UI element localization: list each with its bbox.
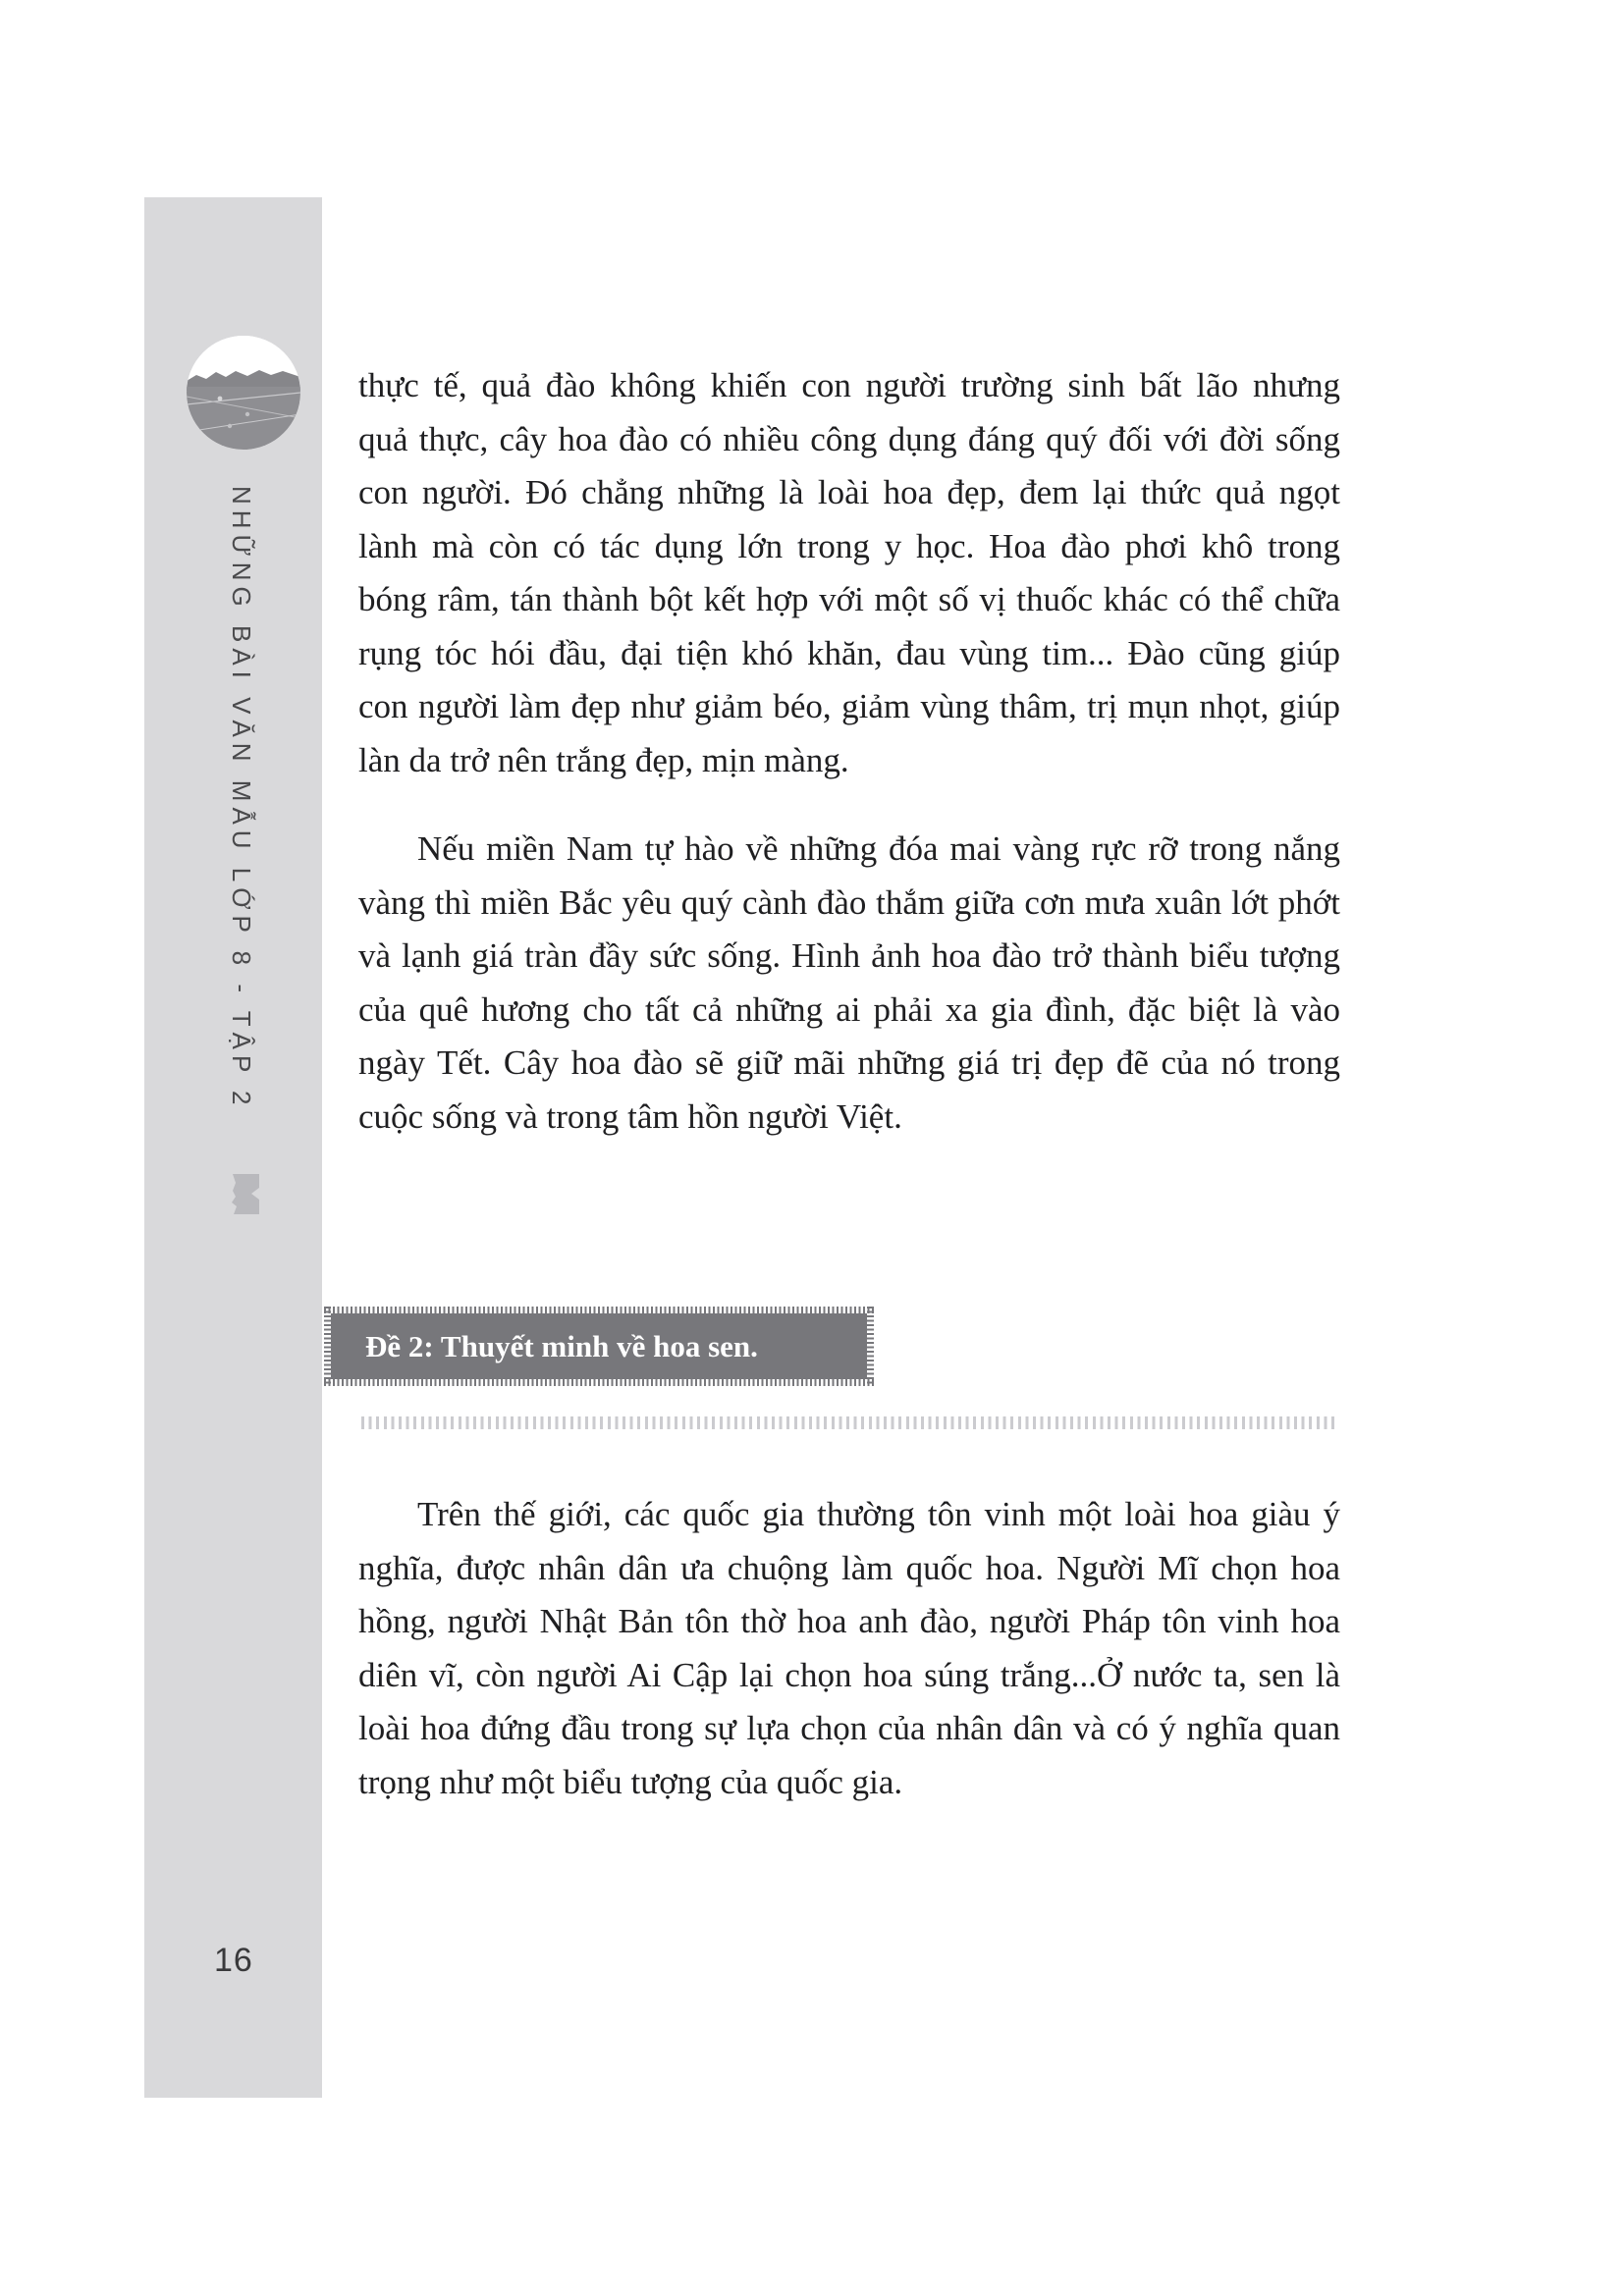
landscape-photo (187, 336, 300, 450)
text-line: của quê hương cho tất cả những ai phải xa gia đình, đặc biệt là vào (358, 989, 1340, 1029)
text-line: nghĩa, được nhân dân ưa chuộng làm quốc hoa. Người Mĩ chọn hoa (358, 1548, 1340, 1587)
text-line: vàng thì miền Bắc yêu quý cành đào thắm giữa cơn mưa xuân lớt phớt (358, 882, 1340, 922)
dotted-separator (361, 1416, 1337, 1429)
sidebar (144, 197, 322, 2098)
bookmark-ornament-icon (231, 1173, 260, 1215)
text-line: hồng, người Nhật Bản tôn thờ hoa anh đào, người Pháp tôn vinh hoa (358, 1602, 1340, 1640)
text-line: và lạnh giá tràn đầy sức sống. Hình ảnh hoa đào trở thành biểu tượng (358, 936, 1340, 975)
section-title: Đề 2: Thuyết minh về hoa sen. (331, 1313, 867, 1379)
text-line: rụng tóc hói đầu, đại tiện khó khăn, đau vùng tim... Đào cũng giúp (358, 633, 1340, 672)
text-line: con người. Đó chẳng những là loài hoa đẹp, đem lại thức quả ngọt (358, 473, 1340, 511)
text-line: Nếu miền Nam tự hào về những đóa mai vàng rực rỡ trong nắng (417, 829, 1340, 868)
text-line: Trên thế giới, các quốc gia thường tôn vinh một loài hoa giàu ý (417, 1495, 1340, 1533)
text-line: trọng như một biểu tượng của quốc gia. (358, 1762, 903, 1801)
page-number: 16 (214, 1942, 253, 1979)
main-content (358, 359, 1340, 1809)
paragraph (358, 823, 1340, 1144)
text-line: làn da trở nên trắng đẹp, mịn màng. (358, 740, 849, 779)
text-line: quả thực, cây hoa đào có nhiều công dụng đáng quý đối với đời sống (358, 419, 1340, 458)
text-line: loài hoa đứng đầu trong sự lựa chọn của nhân dân và có ý nghĩa quan (358, 1709, 1340, 1747)
sidebar-vertical-title: NHỮNG BÀI VĂN MẪU LỚP 8 - TẬP 2 (227, 486, 256, 1111)
text-line: ngày Tết. Cây hoa đào sẽ giữ mãi những giá trị đẹp đẽ của nó trong (358, 1043, 1340, 1082)
text-line: con người làm đẹp như giảm béo, giảm vùng thâm, trị mụn nhọt, giúp (358, 687, 1340, 725)
paragraph (358, 1488, 1340, 1809)
text-line: diên vĩ, còn người Ai Cập lại chọn hoa súng trắng...Ở nước ta, sen là (358, 1655, 1340, 1694)
section-header-box (324, 1307, 874, 1386)
paragraph (358, 359, 1340, 787)
landscape-photo-image (187, 336, 300, 450)
text-line: cuộc sống và trong tâm hồn người Việt. (358, 1096, 902, 1136)
text-line: thực tế, quả đào không khiến con người trường sinh bất lão nhưng (358, 366, 1340, 404)
text-line: bóng râm, tán thành bột kết hợp với một số vị thuốc khác có thể chữa (358, 580, 1340, 618)
text-line: lành mà còn có tác dụng lớn trong y học. Hoa đào phơi khô trong (358, 526, 1340, 565)
